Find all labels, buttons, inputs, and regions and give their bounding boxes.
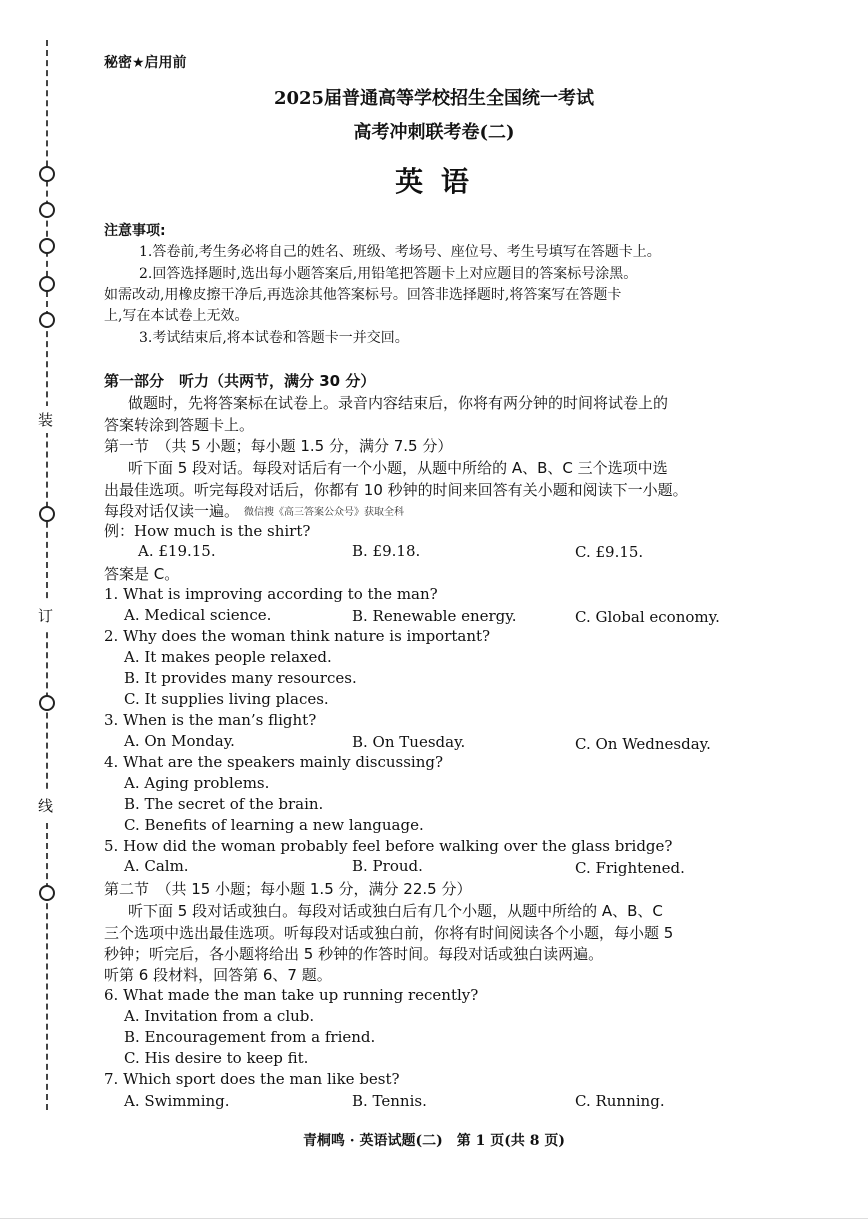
question-1-option-a: A. Medical science. [124, 606, 272, 624]
notice-item-2-line-1: 2.回答选择题时,选出每小题答案后,用铅笔把答题卡上对应题目的答案标号涂黑。 [139, 266, 638, 282]
question-2-option-c: C. It supplies living places. [124, 690, 329, 708]
binding-mark-xian: 线 [38, 792, 53, 819]
question-5-option-a: A. Calm. [124, 857, 189, 875]
exam-title: 2025届普通高等学校招生全国统一考试 [273, 88, 595, 109]
section1-intro-line-3: 每段对话仅读一遍。 [104, 502, 240, 520]
page-bottom-divider [0, 1218, 868, 1219]
section2-heading: 第二节 （共 15 小题；每小题 1.5 分，满分 22.5 分） [104, 880, 472, 898]
part1-intro-line-2: 答案转涂到答题卡上。 [104, 416, 255, 434]
question-3-option-c: C. On Wednesday. [575, 735, 711, 753]
example-option-b: B. £9.18. [352, 542, 421, 560]
notice-heading: 注意事项: [104, 223, 166, 239]
binding-margin [30, 40, 64, 1110]
binding-mark-ding: 订 [38, 602, 53, 629]
question-5-option-b: B. Proud. [352, 857, 423, 875]
question-1-option-c: C. Global economy. [575, 608, 720, 626]
question-7-option-c: C. Running. [575, 1092, 665, 1110]
binding-mark-zhuang: 装 [38, 406, 53, 433]
binding-hole-circle [39, 312, 55, 328]
binding-dashed-line [46, 40, 48, 1110]
question-7: 7. Which sport does the man like best? [104, 1070, 400, 1088]
question-3-option-a: A. On Monday. [124, 732, 235, 750]
question-4-option-b: B. The secret of the brain. [124, 795, 324, 813]
material-6-instruction: 听第 6 段材料，回答第 6、7 题。 [104, 966, 332, 984]
binding-hole-circle [39, 238, 55, 254]
part1-intro-line-1: 做题时，先将答案标在试卷上。录音内容结束后，你将有两分钟的时间将试卷上的 [128, 394, 669, 412]
question-5-option-c: C. Frightened. [575, 859, 685, 877]
exam-subtitle: 高考冲刺联考卷(二) [353, 122, 515, 143]
example-option-c: C. £9.15. [575, 543, 644, 561]
section2-intro-line-3: 秒钟；听完后，各小题将给出 5 秒钟的作答时间。每段对话或独白读两遍。 [104, 945, 604, 963]
section1-intro-line-1: 听下面 5 段对话。每段对话后有一个小题，从题中所给的 A、B、C 三个选项中选 [128, 459, 668, 477]
notice-item-3: 3.考试结束后,将本试卷和答题卡一并交回。 [139, 330, 409, 346]
question-3: 3. When is the man’s flight? [104, 711, 317, 729]
question-2-option-a: A. It makes people relaxed. [124, 648, 332, 666]
subject-title: 英 语 [395, 165, 473, 198]
question-4-option-c: C. Benefits of learning a new language. [124, 816, 424, 834]
question-4-option-a: A. Aging problems. [124, 774, 270, 792]
question-6-option-c: C. His desire to keep fit. [124, 1049, 309, 1067]
question-3-option-b: B. On Tuesday. [352, 733, 466, 751]
example-question: 例：How much is the shirt? [104, 522, 311, 540]
question-7-option-b: B. Tennis. [352, 1092, 427, 1110]
question-2-option-b: B. It provides many resources. [124, 669, 357, 687]
question-1: 1. What is improving according to the man? [104, 585, 438, 603]
question-5: 5. How did the woman probably feel before walking over the glass bridge? [104, 837, 673, 855]
section2-intro-line-2: 三个选项中选出最佳选项。听每段对话或独白前，你将有时间阅读各个小题，每小题 5 [104, 924, 674, 942]
question-6-option-b: B. Encouragement from a friend. [124, 1028, 376, 1046]
binding-hole-circle [39, 885, 55, 901]
question-6: 6. What made the man take up running recently? [104, 986, 479, 1004]
binding-hole-circle [39, 276, 55, 292]
example-answer: 答案是 C。 [104, 565, 180, 583]
notice-item-1: 1.答卷前,考生务必将自己的姓名、班级、考场号、座位号、考生号填写在答题卡上。 [139, 244, 661, 260]
part1-heading: 第一部分 听力（共两节，满分 30 分） [104, 372, 376, 390]
question-6-option-a: A. Invitation from a club. [124, 1007, 315, 1025]
notice-item-2-line-3: 上,写在本试卷上无效。 [104, 308, 249, 324]
question-1-option-b: B. Renewable energy. [352, 607, 517, 625]
section2-intro-line-1: 听下面 5 段对话或独白。每段对话或独白后有几个小题，从题中所给的 A、B、C [128, 902, 663, 920]
binding-hole-circle [39, 202, 55, 218]
question-2: 2. Why does the woman think nature is important? [104, 627, 491, 645]
notice-item-2-line-2: 如需改动,用橡皮擦干净后,再选涂其他答案标号。回答非选择题时,将答案写在答题卡 [104, 287, 622, 303]
example-option-a: A. £19.15. [138, 542, 216, 560]
question-4: 4. What are the speakers mainly discussing? [104, 753, 444, 771]
confidential-label: 秘密★启用前 [104, 55, 187, 71]
binding-hole-circle [39, 506, 55, 522]
binding-hole-circle [39, 695, 55, 711]
question-7-option-a: A. Swimming. [124, 1092, 230, 1110]
section1-heading: 第一节 （共 5 小题；每小题 1.5 分，满分 7.5 分） [104, 437, 453, 455]
watermark-note: 微信搜《高三答案公众号》获取全科 [244, 507, 404, 518]
section1-intro-line-2: 出最佳选项。听完每段对话后，你都有 10 秒钟的时间来回答有关小题和阅读下一小题。 [104, 481, 688, 499]
page-footer: 青桐鸣 · 英语试题(二) 第 1 页(共 8 页) [302, 1133, 566, 1149]
